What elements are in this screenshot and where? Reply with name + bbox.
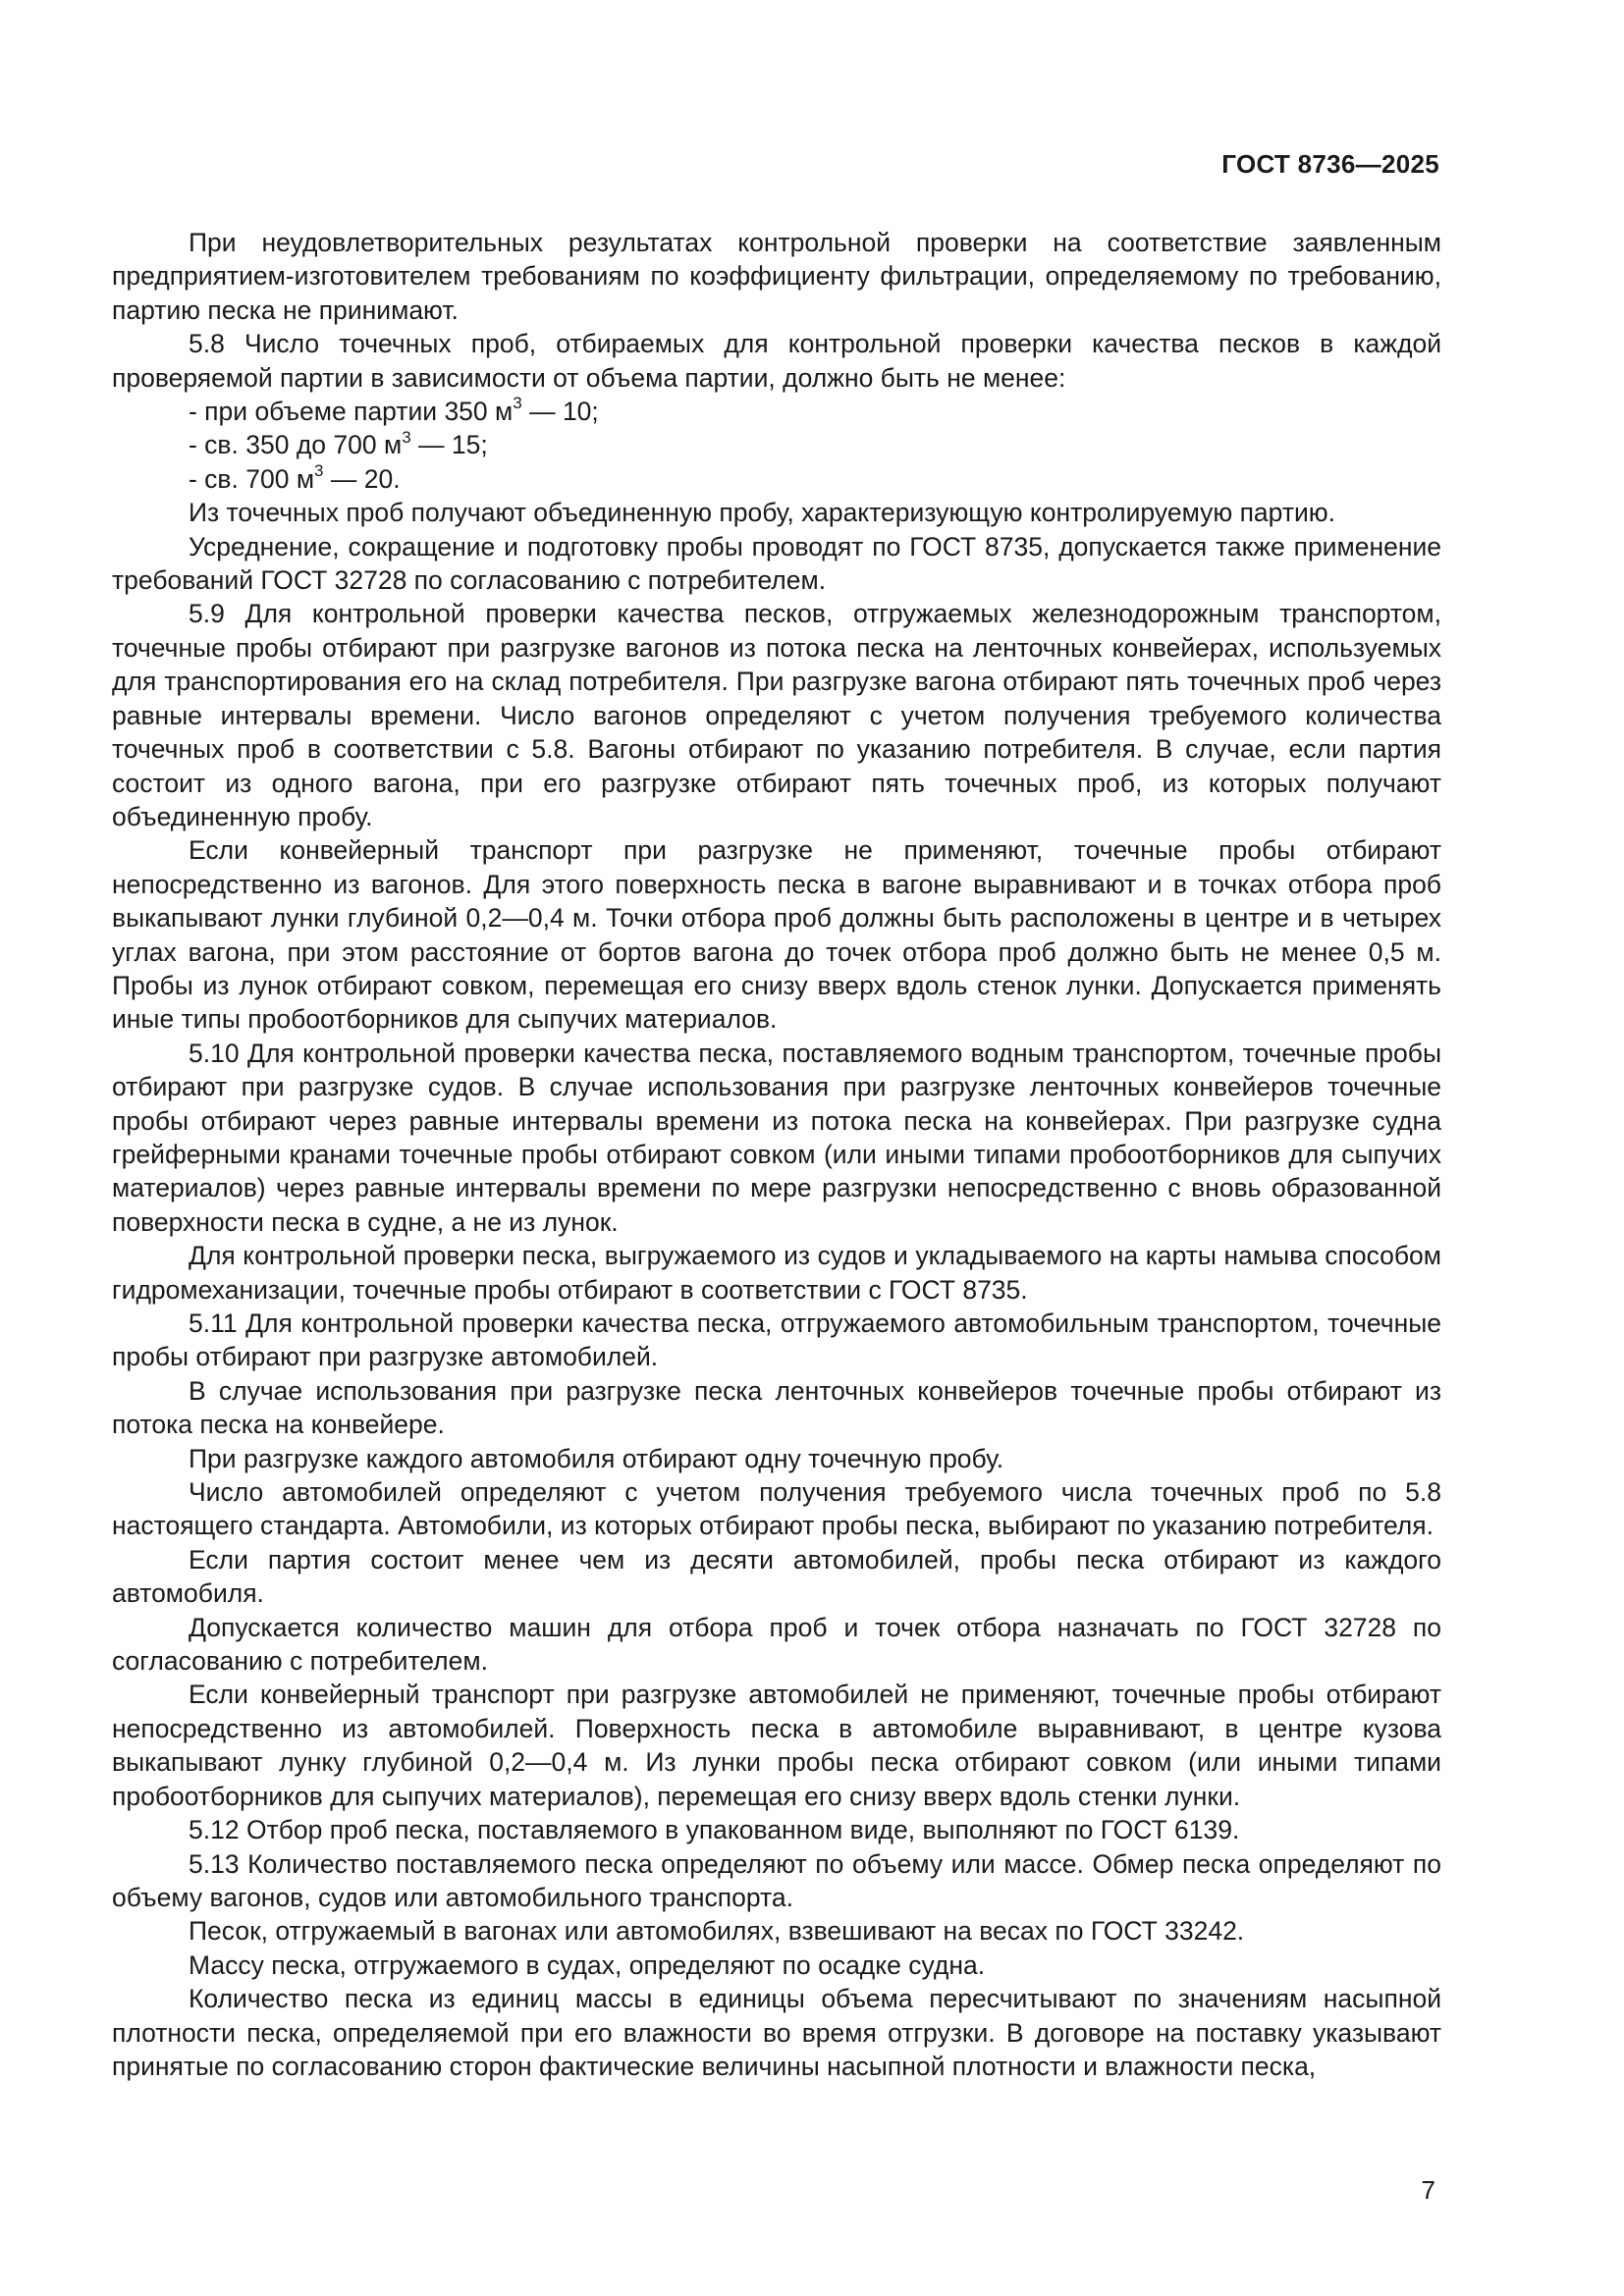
paragraph: Число автомобилей определяют с учетом получения требуемого числа точечных проб по 5.8 настоящего стандарта. Автомобили, из которых отбирают пробы песка, выбирают по указанию потребителя.: [112, 1477, 1441, 1541]
paragraph: При разгрузке каждого автомобиля отбирают одну точечную пробу.: [189, 1443, 1004, 1473]
paragraph: Если конвейерный транспорт при разгрузке не применяют, точечные пробы отбирают непосредственно из вагонов. Для этого поверхность песка в вагоне выравнивают и в точках отбора проб выкапывают лунки глубиной 0,2—0,4 м. Точки отбора проб должны быть расположены в центре и в четырех углах вагона, при этом расстояние от бортов вагона до точек отбора проб должно быть не менее 0,5 м. Пробы из лунок отбирают совком, перемещая его снизу вверх вдоль стенок лунки. Допускается применять иные типы пробоотборников для сыпучих материалов.: [112, 835, 1441, 1035]
paragraph: Массу песка, отгружаемого в судах, определяют по осадке судна.: [189, 1949, 986, 1980]
paragraph: Если конвейерный транспорт при разгрузке автомобилей не применяют, точечные пробы отбирают непосредственно из автомобилей. Поверхность песка в автомобиле выравнивают, в центре кузова выкапывают лунку глубиной 0,2—0,4 м. Из лунки пробы песка отбирают совком (или иными типами пробоотборников для сыпучих материалов), перемещая его снизу вверх вдоль стенки лунки.: [112, 1680, 1441, 1811]
document-code-header: ГОСТ 8736—2025: [1221, 149, 1439, 179]
paragraph: Если партия состоит менее чем из десяти автомобилей, пробы песка отбирают из каждого автомобиля.: [112, 1544, 1441, 1609]
paragraph: Для контрольной проверки песка, выгружаемого из судов и укладываемого на карты намыва способом гидромеханизации, точечные пробы отбирают в соответствии с ГОСТ 8735.: [112, 1241, 1441, 1305]
paragraph: 5.13 Количество поставляемого песка определяют по объему или массе. Обмер песка определяют по объему вагонов, судов или автомобильного транспорта.: [112, 1848, 1441, 1912]
paragraph: Количество песка из единиц массы в единицы объема пересчитывают по значениям насыпной плотности песка, определяемой при его влажности во время отгрузки. В договоре на поставку указывают принятые по согласованию сторон фактические величины насыпной плотности и влажности песка,: [112, 1984, 1441, 2081]
paragraph: При неудовлетворительных результатах контрольной проверки на соответствие заявленным предприятием-изготовителем требованиям по коэффициенту фильтрации, определяемому по требованию, партию песка не принимают.: [112, 228, 1441, 325]
paragraph: Допускается количество машин для отбора проб и точек отбора назначать по ГОСТ 32728 по согласованию с потребителем.: [112, 1612, 1441, 1677]
paragraph: 5.12 Отбор проб песка, поставляемого в упакованном виде, выполняют по ГОСТ 6139.: [189, 1815, 1240, 1845]
list-item: - св. 350 до 700 $м^3$ — 15;: [189, 427, 488, 460]
list-item: - при объеме партии 350 $м^3$ — 10;: [189, 394, 599, 427]
paragraph: Усреднение, сокращение и подготовку пробы проводят по ГОСТ 8735, допускается также применение требований ГОСТ 32728 по согласованию с потребителем.: [112, 531, 1441, 596]
paragraph: Из точечных проб получают объединенную пробу, характеризующую контролируемую партию.: [189, 498, 1335, 528]
document-body: [112, 226, 1441, 2083]
paragraph: 5.10 Для контрольной проверки качества песка, поставляемого водным транспортом, точечные пробы отбирают при разгрузке судов. В случае использования при разгрузке ленточных конвейеров точечные пробы отбирают через равные интервалы времени из потока песка на конвейерах. При разгрузке судна грейферными кранами точечные пробы отбирают совком (или иными типами пробоотборников для сыпучих материалов) через равные интервалы времени по мере разгрузки непосредственно с вновь образованной поверхности песка в судне, а не из лунок.: [112, 1038, 1441, 1237]
paragraph: 5.9 Для контрольной проверки качества песков, отгружаемых железнодорожным транспортом, точечные пробы отбирают при разгрузке вагонов из потока песка на ленточных конвейерах, используемых для транспортирования его на склад потребителя. При разгрузке вагона отбирают пять точечных проб через равные интервалы времени. Число вагонов определяют с учетом получения требуемого количества точечных проб в соответствии с 5.8. Вагоны отбирают по указанию потребителя. В случае, если партия состоит из одного вагона, при его разгрузке отбирают пять точечных проб, из которых получают объединенную пробу.: [112, 599, 1441, 831]
paragraph: 5.11 Для контрольной проверки качества песка, отгружаемого автомобильным транспортом, точечные пробы отбирают при разгрузке автомобилей.: [112, 1308, 1441, 1372]
paragraph: Песок, отгружаемый в вагонах или автомобилях, взвешивают на весах по ГОСТ 33242.: [189, 1916, 1245, 1947]
paragraph: В случае использования при разгрузке песка ленточных конвейеров точечные пробы отбирают из потока песка на конвейере.: [112, 1375, 1441, 1440]
list-item: - св. 700 $м^3$ — 20.: [189, 461, 401, 494]
page-number: 7: [1421, 2175, 1435, 2205]
paragraph: 5.8 Число точечных проб, отбираемых для контрольной проверки качества песков в каждой проверяемой партии в зависимости от объема партии, должно быть не менее:: [112, 329, 1441, 393]
